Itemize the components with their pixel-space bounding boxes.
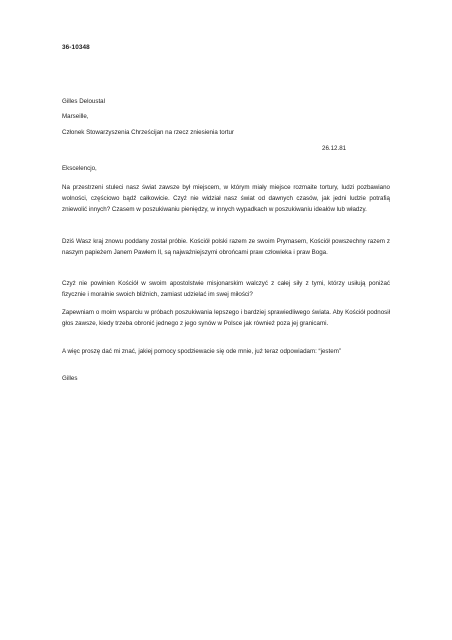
- paragraph-5: A więc proszę dać mi znać, jakiej pomocy spodziewacie się ode mnie, już teraz odpowiadam: “jestem”: [62, 348, 341, 355]
- sender-city: Marseille,: [62, 113, 89, 120]
- salutation: Ekscelencjo,: [62, 165, 97, 172]
- letter-date: 26.12.81: [322, 145, 347, 152]
- sender-affiliation: Członek Stowarzyszenia Chrześcijan na rzecz zniesienia tortur: [62, 129, 234, 136]
- paragraph-2: Dziś Wasz kraj znowu poddany został próbie. Kościół polski razem ze swoim Prymasem, Kościół powszechny razem z naszym papieżem Janem Pawłem II, są najważniejszymi obrońcami praw człowieka i praw Boga.: [62, 238, 390, 257]
- sender-name: Gilles Deloustal: [62, 98, 105, 105]
- document-id: 36-10348: [62, 44, 90, 51]
- signature: Gilles: [62, 375, 78, 382]
- paragraph-4: Zapewniam o moim wsparciu w próbach poszukiwania lepszego i bardziej sprawiedliwego świata. Aby Kościół podnosił głos zawsze, kiedy trzeba obronić jednego z jego synów w Polsce jak również poza jej granicami.: [62, 309, 390, 328]
- paragraph-3: Czyż nie powinien Kościół w swoim apostolstwie misjonarskim walczyć z całej siły z tymi, którzy usiłują poniżać fizycznie i moralnie swoich bliźnich, zamiast udzielać im swej miłości?: [62, 280, 390, 299]
- paragraph-1: Na przestrzeni stuleci nasz świat zawsze był miejscem, w którym miały miejsce rozmaite tortury, ludzi pozbawiano wolności, częściowo bądź całkowicie. Czyż nie widział nasz świat od dawnych czasów, jak jedni ludzie potrafią zniewolić innych? Czasem w poszukiwaniu pieniędzy, w innych wypadkach w poszukiwaniu ideałów lub władzy.: [62, 184, 390, 214]
